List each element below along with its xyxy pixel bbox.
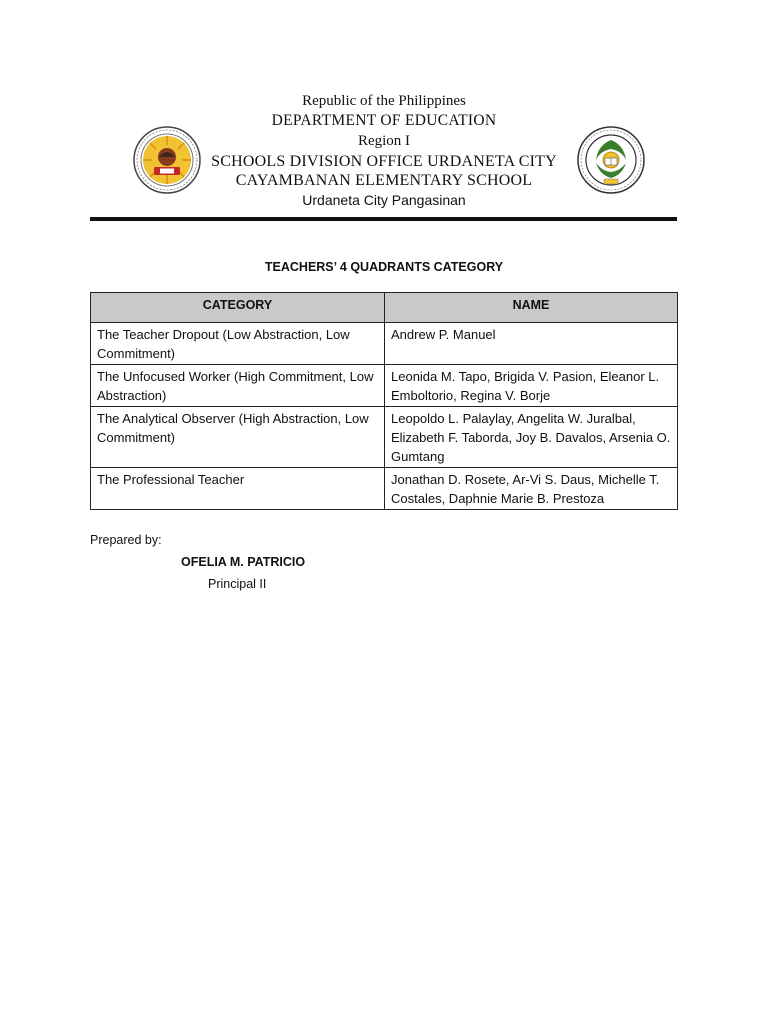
- column-header-category: CATEGORY: [91, 293, 385, 323]
- table-row: [91, 407, 678, 468]
- table-row: [91, 468, 678, 510]
- cayambanan-school-seal-icon: [576, 125, 646, 195]
- republic-line: Republic of the Philippines: [302, 93, 466, 109]
- name-cell: Leonida M. Tapo, Brigida V. Pasion, Eleanor L. Emboltorio, Regina V. Borje: [385, 365, 678, 407]
- category-cell: The Teacher Dropout (Low Abstraction, Low Commitment): [91, 323, 385, 365]
- department-line: DEPARTMENT OF EDUCATION: [271, 112, 497, 129]
- deped-division-seal-icon: [132, 125, 202, 195]
- name-cell: Jonathan D. Rosete, Ar-Vi S. Daus, Michelle T. Costales, Daphnie Marie B. Prestoza: [385, 468, 678, 510]
- region-line: Region I: [357, 133, 411, 149]
- header-divider: [90, 217, 677, 221]
- table-header-row: [91, 293, 678, 323]
- category-cell: The Analytical Observer (High Abstraction, Low Commitment): [91, 407, 385, 468]
- table-row: [91, 323, 678, 365]
- name-cell: Andrew P. Manuel: [385, 323, 678, 365]
- signatory-title: Principal II: [208, 577, 267, 591]
- letterhead: [0, 0, 768, 230]
- name-cell: Leopoldo L. Palaylay, Angelita W. Juralbal, Elizabeth F. Taborda, Joy B. Davalos, Arsenia O. Gumtang: [385, 407, 678, 468]
- category-cell: The Unfocused Worker (High Commitment, Low Abstraction): [91, 365, 385, 407]
- signatory-name: OFELIA M. PATRICIO: [181, 555, 306, 569]
- category-cell: The Professional Teacher: [91, 468, 385, 510]
- address-line: Urdaneta City Pangasinan: [302, 192, 466, 208]
- column-header-name: NAME: [385, 293, 678, 323]
- quadrants-table: [90, 292, 678, 510]
- school-line: CAYAMBANAN ELEMENTARY SCHOOL: [235, 172, 533, 189]
- division-line: SCHOOLS DIVISION OFFICE URDANETA CITY: [211, 153, 557, 170]
- document-title: TEACHERS’ 4 QUADRANTS CATEGORY: [264, 260, 504, 274]
- table-row: [91, 365, 678, 407]
- prepared-by-label: Prepared by:: [90, 533, 162, 547]
